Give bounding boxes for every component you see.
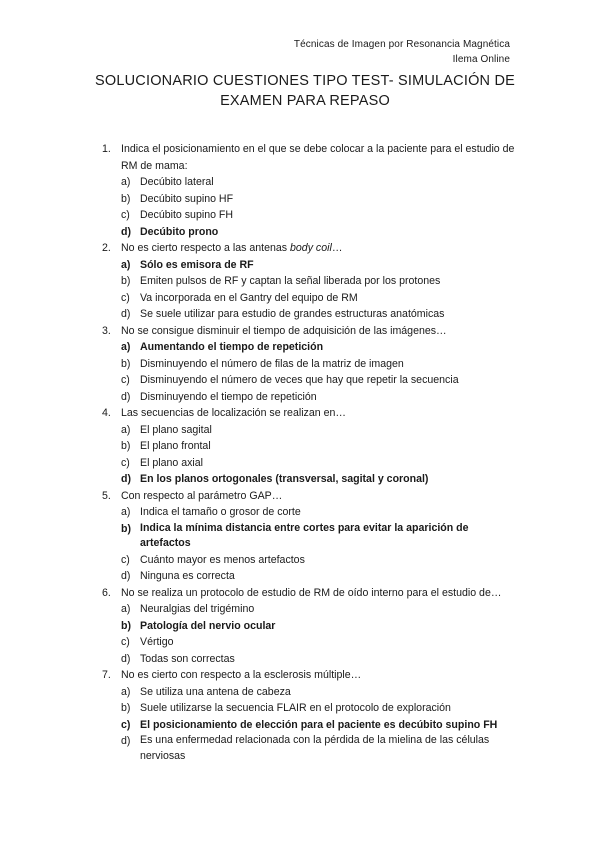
question-text: No se realiza un protocolo de estudio de RM de oído interno para el estudio de…	[121, 586, 502, 599]
answer-letter: b)	[121, 192, 131, 205]
answer-option	[121, 504, 522, 521]
answer-option	[121, 422, 522, 439]
answer-option	[121, 455, 522, 472]
question-text: Con respecto al parámetro GAP…	[121, 489, 283, 502]
answer-text: El plano sagital	[140, 423, 212, 436]
answer-letter: a)	[121, 341, 131, 353]
answer-option	[121, 684, 522, 701]
answer-text: Indica la mínima distancia entre cortes para evitar la aparición de artefactos	[140, 521, 469, 549]
answer-list	[121, 601, 522, 667]
answer-text: El posicionamiento de elección para el paciente es decúbito supino FH	[140, 718, 498, 731]
answer-text: Disminuyendo el número de veces que hay que repetir la secuencia	[140, 374, 459, 386]
answer-option-correct	[121, 471, 522, 488]
answer-option-correct	[121, 339, 522, 356]
answer-list	[121, 339, 522, 405]
answer-option	[121, 306, 522, 323]
question-text: No se consigue disminuir el tiempo de adquisición de las imágenes…	[121, 324, 447, 337]
question-number: 2.	[102, 242, 111, 254]
answer-text: Decúbito prono	[140, 225, 219, 238]
answer-letter: a)	[121, 176, 131, 188]
answer-option	[121, 174, 522, 191]
answer-text: Se suele utilizar para estudio de grandes estructuras anatómicas	[140, 308, 445, 320]
answer-option	[121, 290, 522, 307]
answer-list	[121, 684, 522, 765]
header-publisher: Ilema Online	[452, 53, 510, 65]
document-title	[95, 72, 515, 111]
answer-text: Aumentando el tiempo de repetición	[140, 341, 324, 353]
answer-text: Sólo es emisora de RF	[140, 258, 254, 271]
answer-text: Decúbito supino HF	[140, 192, 234, 205]
answer-option	[121, 601, 522, 618]
answer-letter: c)	[121, 636, 130, 648]
answer-text: Disminuyendo el número de filas de la matriz de imagen	[140, 357, 404, 370]
question-text-part: No es cierto respecto a las antenas	[121, 242, 291, 254]
question-number: 4.	[102, 407, 111, 419]
answer-letter: b)	[121, 619, 131, 632]
answer-text: Cuánto mayor es menos artefactos	[140, 553, 305, 566]
answer-text: En los planos ortogonales (transversal, sagital y coronal)	[140, 473, 429, 485]
answer-letter: b)	[121, 440, 131, 452]
question-item	[102, 240, 522, 323]
answer-text: El plano frontal	[140, 440, 211, 452]
question-number: 6.	[102, 586, 111, 599]
answer-option	[121, 207, 522, 224]
answer-option-correct	[121, 717, 522, 734]
answer-list	[121, 422, 522, 488]
answer-letter: d)	[121, 570, 131, 582]
answer-letter: d)	[121, 735, 131, 747]
document-title-line-1: SOLUCIONARIO CUESTIONES TIPO TEST- SIMULACIÓN DE	[95, 73, 515, 89]
answer-text: Patología del nervio ocular	[140, 619, 276, 632]
answer-letter: a)	[121, 506, 131, 518]
answer-text: Suele utilizarse la secuencia FLAIR en el protocolo de exploración	[140, 702, 451, 714]
answer-letter: c)	[121, 209, 130, 221]
answer-option	[121, 700, 522, 717]
answer-option	[121, 568, 522, 585]
answer-letter: b)	[121, 702, 131, 714]
answer-letter: d)	[121, 652, 131, 665]
answer-option	[121, 191, 522, 208]
answer-option	[121, 733, 522, 764]
answer-option	[121, 552, 522, 569]
document-title-line-2: EXAMEN PARA REPASO	[220, 92, 390, 109]
answer-option-correct	[121, 618, 522, 635]
question-list	[102, 141, 522, 764]
answer-letter: c)	[121, 374, 130, 386]
answer-list	[121, 257, 522, 323]
question-item	[102, 323, 522, 406]
answer-letter: d)	[121, 390, 131, 403]
answer-text: Todas son correctas	[140, 652, 235, 665]
answer-text: Es una enfermedad relacionada con la pérdida de la mielina de las células nerviosas	[140, 734, 490, 762]
answer-text: Decúbito supino FH	[140, 209, 234, 221]
answer-text: Va incorporada en el Gantry del equipo de RM	[140, 291, 358, 304]
answer-text: Decúbito lateral	[140, 176, 214, 188]
answer-option	[121, 356, 522, 373]
answer-letter: d)	[121, 473, 131, 485]
answer-letter: c)	[121, 553, 130, 566]
answer-text: Disminuyendo el tiempo de repetición	[140, 390, 317, 403]
answer-letter: a)	[121, 603, 131, 615]
answer-option	[121, 389, 522, 406]
answer-text: Neuralgias del trigémino	[140, 603, 255, 615]
question-number: 1.	[102, 143, 111, 155]
question-number: 3.	[102, 324, 111, 337]
answer-text: Ninguna es correcta	[140, 570, 235, 582]
question-text: Las secuencias de localización se realizan en…	[121, 407, 346, 419]
question-item	[102, 488, 522, 585]
answer-text: Emiten pulsos de RF y captan la señal liberada por los protones	[140, 275, 441, 287]
answer-list	[121, 174, 522, 240]
answer-text: Indica el tamaño o grosor de corte	[140, 506, 301, 518]
question-number: 5.	[102, 489, 111, 502]
answer-letter: c)	[121, 291, 130, 304]
answer-letter: a)	[121, 258, 131, 271]
question-text: No es cierto con respecto a la esclerosis múltiple…	[121, 669, 362, 681]
answer-letter: d)	[121, 225, 131, 238]
answer-letter: b)	[121, 275, 131, 287]
answer-letter: d)	[121, 308, 131, 320]
question-number: 7.	[102, 669, 111, 681]
question-text-part: …	[331, 242, 343, 254]
answer-text: Se utiliza una antena de cabeza	[140, 685, 291, 698]
answer-option	[121, 372, 522, 389]
question-text-italic: body coil	[290, 242, 332, 254]
answer-letter: a)	[121, 685, 131, 698]
answer-text: El plano axial	[140, 456, 204, 469]
answer-option	[121, 438, 522, 455]
question-text	[121, 240, 522, 257]
answer-option	[121, 634, 522, 651]
page-header	[294, 38, 510, 67]
answer-letter: c)	[121, 718, 131, 731]
question-item	[102, 667, 522, 764]
question-item	[102, 405, 522, 488]
answer-letter: b)	[121, 522, 131, 535]
question-text: Indica el posicionamiento en el que se debe colocar a la paciente para el estudio de RM de mama:	[121, 143, 515, 172]
answer-option	[121, 273, 522, 290]
answer-list	[121, 504, 522, 585]
answer-text: Vértigo	[140, 636, 174, 648]
answer-option	[121, 651, 522, 668]
question-item	[102, 141, 522, 240]
answer-option-correct	[121, 257, 522, 274]
header-course-title: Técnicas de Imagen por Resonancia Magnética	[293, 39, 510, 50]
answer-letter: c)	[121, 456, 130, 469]
answer-option-correct	[121, 224, 522, 241]
answer-option-correct	[121, 521, 522, 552]
question-item	[102, 585, 522, 668]
answer-letter: a)	[121, 423, 131, 436]
answer-letter: b)	[121, 357, 131, 370]
